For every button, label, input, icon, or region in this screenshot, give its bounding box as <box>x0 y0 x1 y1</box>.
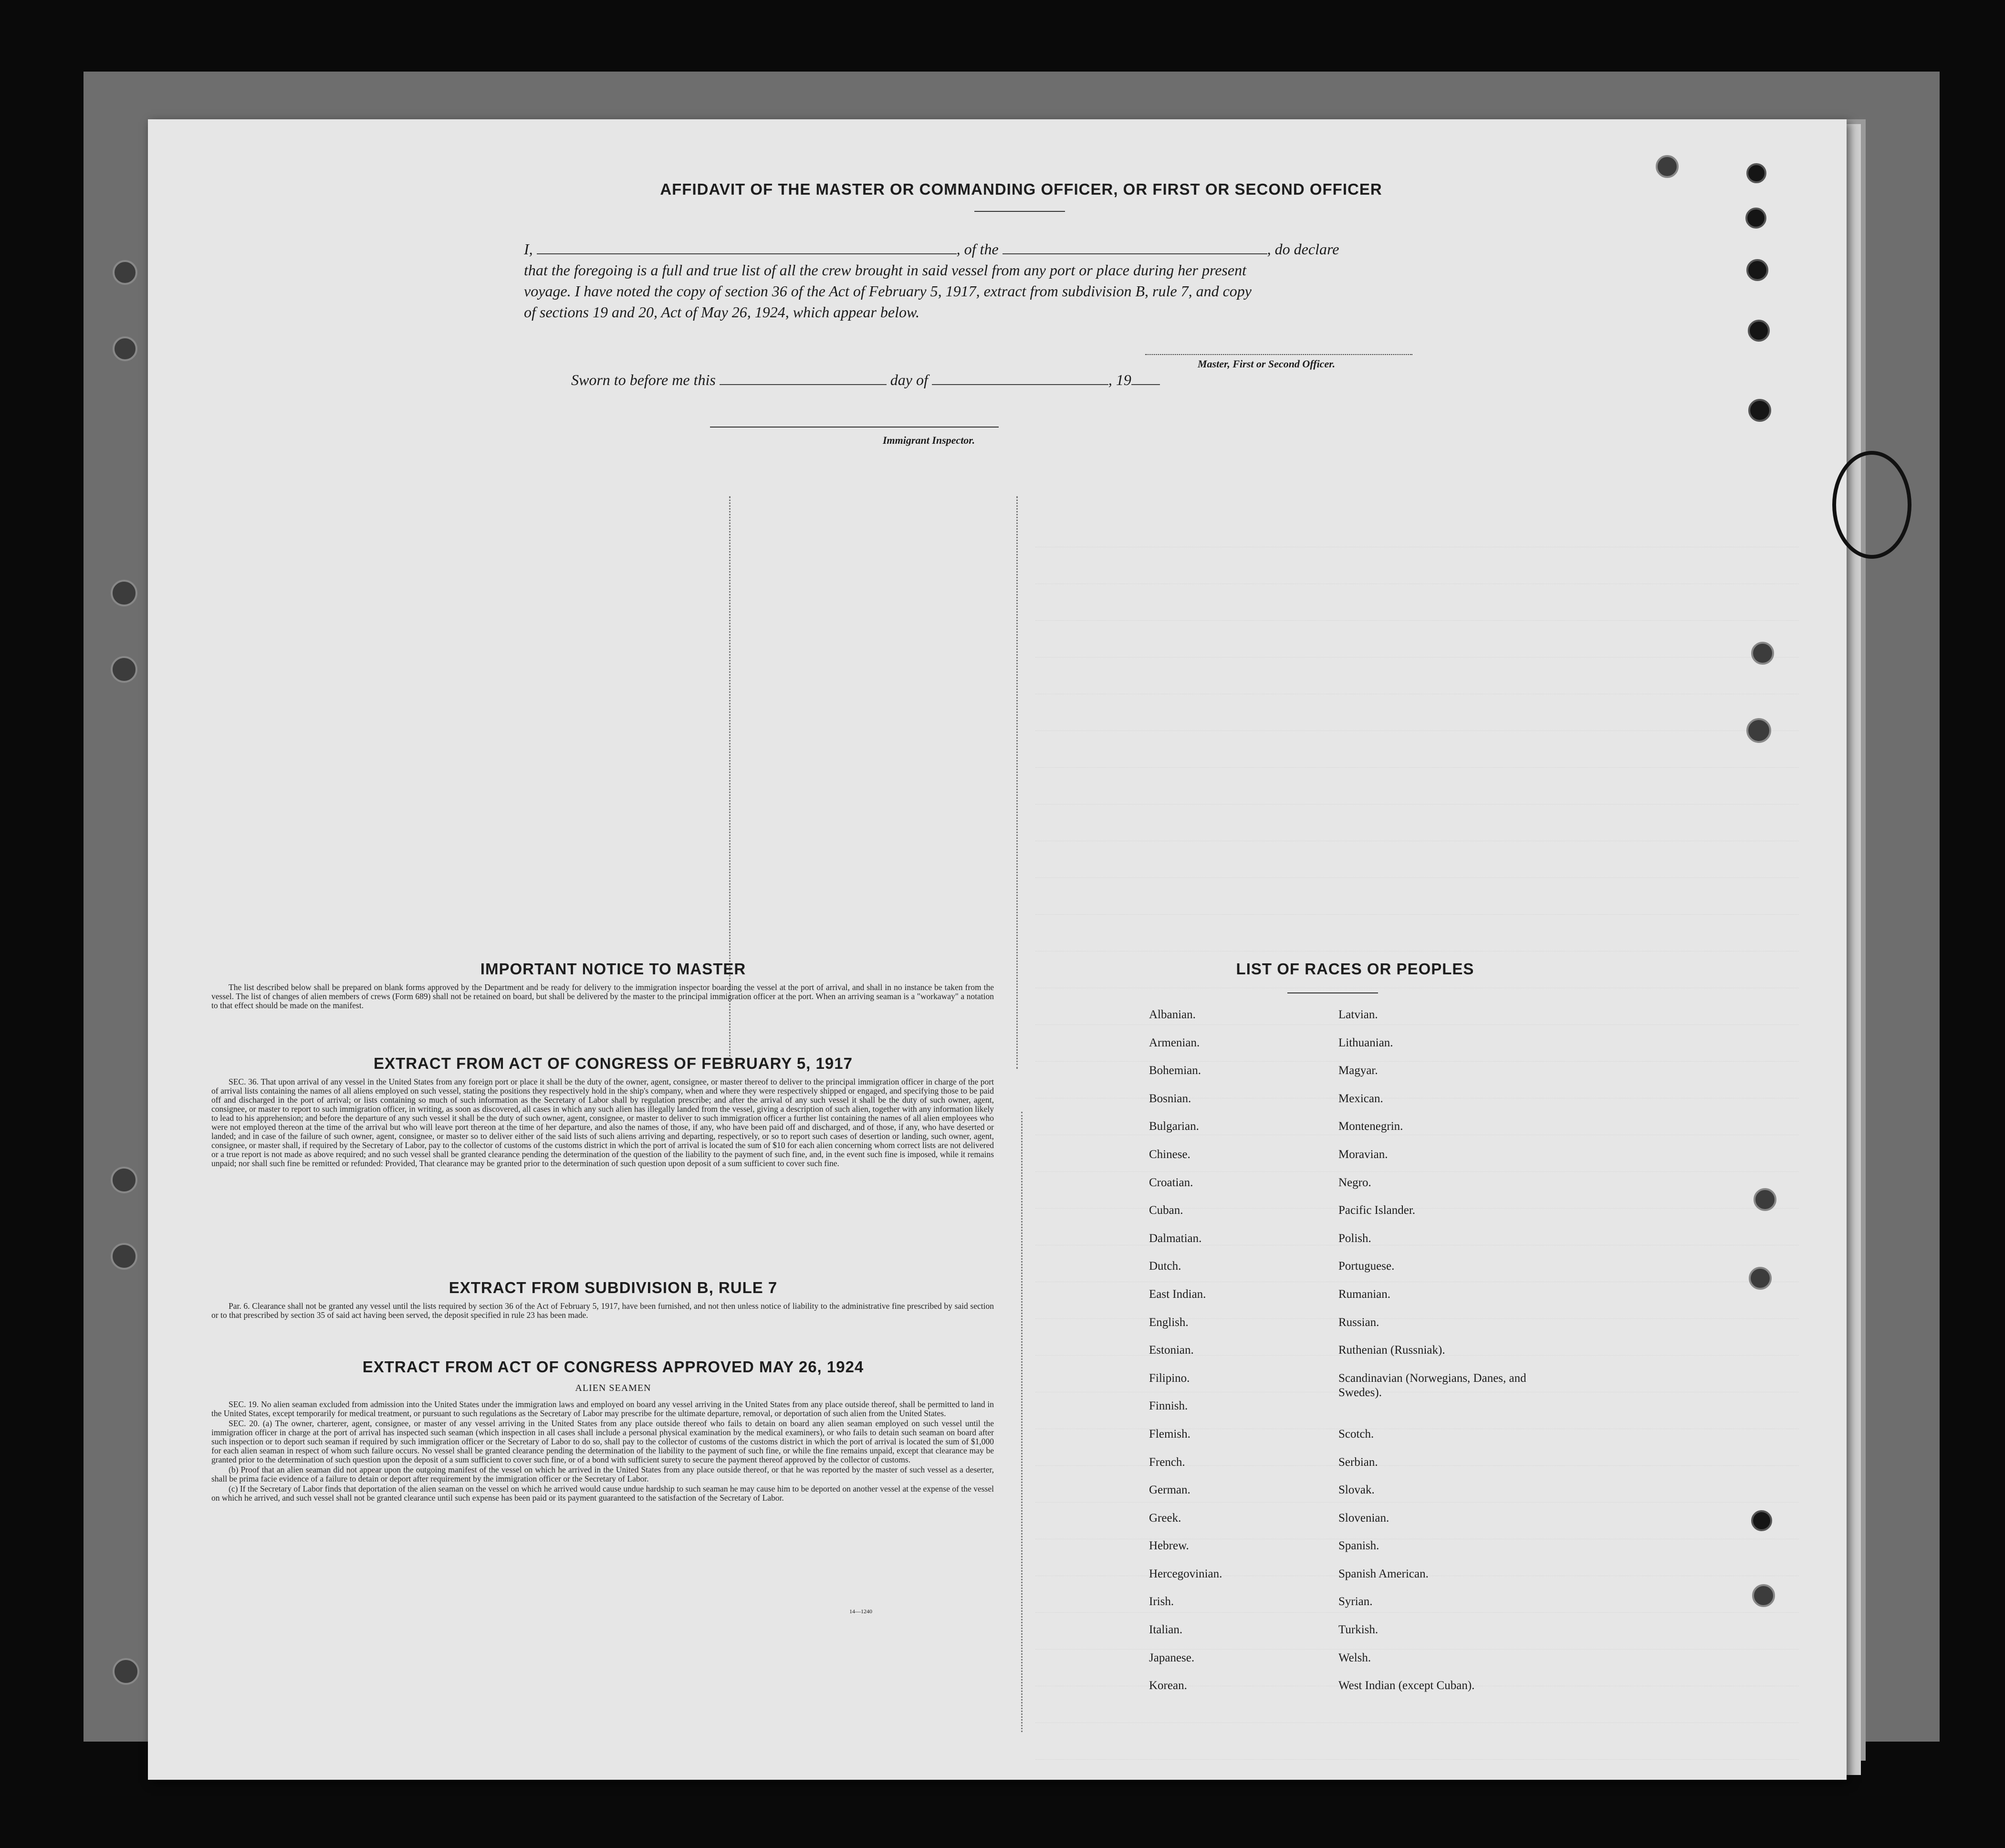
inspector-signature-line[interactable] <box>710 427 999 428</box>
affidavit-of-the: , of the <box>956 240 999 258</box>
show-through-row <box>1035 1723 1799 1760</box>
race-item: French. <box>1149 1455 1185 1469</box>
race-item: Chinese. <box>1149 1148 1190 1161</box>
race-item: Scotch. <box>1338 1427 1374 1441</box>
race-item: Bohemian. <box>1149 1064 1201 1077</box>
race-item: Korean. <box>1149 1679 1187 1692</box>
race-item: Scandinavian (Norwegians, Danes, and Swedes). <box>1338 1371 1526 1399</box>
punch-hole <box>1746 163 1766 183</box>
race-item: Latvian. <box>1338 1008 1378 1021</box>
race-item: Flemish. <box>1149 1427 1190 1441</box>
par-6-paragraph: Par. 6. Clearance shall not be granted any vessel until the lists required by section 36 of the Act of February 5, 1917, have been furnished, and not then unless notice of liability to the administrative fine prescribed by said section or to that prescribed by section 35 of said act having been served, the deposit specified in rule 23 has been made. <box>211 1301 994 1320</box>
race-item: Russian. <box>1338 1316 1379 1329</box>
sworn-line <box>571 369 1382 390</box>
inspector-label: Immigrant Inspector. <box>883 434 975 446</box>
punch-hole <box>1656 155 1679 178</box>
affidavit-title: AFFIDAVIT OF THE MASTER OR COMMANDING OFFICER, OR FIRST OR SECOND OFFICER <box>660 180 1382 198</box>
show-through-row <box>1035 915 1799 951</box>
punch-hole <box>1748 320 1770 342</box>
sworn-day-field[interactable] <box>720 384 887 385</box>
notice-paragraph: The list described below shall be prepared on blank forms approved by the Department and be ready for delivery to the immigration inspector boarding the vessel at the port of arrival, and shall in no instance be taken from the vessel. The list of changes of alien members of crews (Form 689) shall not be retained on board, but shall be delivered by the master to the principal immigration officer at the port. When an arriving seaman is a "workaway" a notation to that effect should be made on the manifest. <box>211 982 994 1010</box>
vessel-name-field[interactable] <box>1002 253 1267 254</box>
rule-7-text <box>211 1302 994 1321</box>
alien-seamen-subheading: ALIEN SEAMEN <box>575 1383 651 1393</box>
manifest-page <box>148 119 1847 1780</box>
race-item: Dalmatian. <box>1149 1232 1202 1245</box>
race-item: Cuban. <box>1149 1204 1183 1217</box>
race-item: Filipino. <box>1149 1371 1190 1385</box>
show-through-row <box>1035 768 1799 804</box>
show-through-row <box>1035 658 1799 694</box>
affidavit-i: I, <box>524 240 533 258</box>
race-item: Albanian. <box>1149 1008 1196 1021</box>
race-item: Armenian. <box>1149 1036 1200 1049</box>
races-heading: LIST OF RACES OR PEOPLES <box>1236 960 1474 978</box>
binder-hole <box>111 580 137 606</box>
sec-20c-paragraph: (c) If the Secretary of Labor finds that deportation of the alien seaman on the vessel on which he arrived would cause undue hardship to such seaman he may cause him to be deported on another vessel at the expense of the vessel on which he arrived, and such vessel shall not be granted clearance until such expense has been paid or its payment guaranteed to the satisfaction of the Secretary of Labor. <box>211 1484 994 1503</box>
race-item: Japanese. <box>1149 1651 1195 1664</box>
signature-line[interactable] <box>1145 354 1412 355</box>
sworn-year-prefix: , 19 <box>1108 371 1131 388</box>
race-item: Estonian. <box>1149 1344 1194 1357</box>
show-through-row <box>1035 694 1799 731</box>
binder-hole <box>113 1658 139 1685</box>
race-item: Portuguese. <box>1338 1260 1395 1273</box>
race-item: English. <box>1149 1316 1189 1329</box>
show-through-row <box>1035 804 1799 841</box>
extract-1917-heading: EXTRACT FROM ACT OF CONGRESS OF FEBRUARY 5, 1917 <box>374 1055 853 1072</box>
race-item: Rumanian. <box>1338 1287 1391 1301</box>
race-item: Slovenian. <box>1338 1511 1389 1524</box>
binder-hole <box>111 1243 137 1270</box>
punch-hole <box>1748 399 1771 422</box>
race-item: Croatian. <box>1149 1176 1193 1189</box>
punch-hole <box>1745 208 1766 229</box>
race-item: Welsh. <box>1338 1651 1371 1664</box>
binder-hole <box>111 656 137 683</box>
race-item: Syrian. <box>1338 1595 1373 1608</box>
race-item: Moravian. <box>1338 1148 1388 1161</box>
sworn-prefix: Sworn to before me this <box>571 371 716 388</box>
sec-20b-paragraph: (b) Proof that an alien seaman did not appear upon the outgoing manifest of the vessel on which he arrived in the United States from any place outside thereof, or that he was reported by the master of such vessel as a deserter, shall be prima facie evidence of a failure to detain or deport after requirement by the immigration officer or the Secretary of Labor. <box>211 1465 994 1483</box>
binder-hole <box>111 1167 137 1193</box>
sec-19-paragraph: SEC. 19. No alien seaman excluded from admission into the United States under the immigration laws and employed on board any vessel arriving in the United States from any place outside thereof, shall be permitted to land in the United States, except temporarily for medical treatment, or pursuant to such regulations as the Secretary of Labor may prescribe for the ultimate departure, removal, or deportation of such alien from the United States. <box>211 1399 994 1418</box>
show-through-row <box>1035 511 1799 547</box>
extract-1917-text <box>211 1077 994 1169</box>
race-item: Serbian. <box>1338 1455 1378 1469</box>
extract-1924-text <box>211 1400 994 1503</box>
race-item: Negro. <box>1338 1176 1371 1189</box>
race-item: Turkish. <box>1338 1623 1378 1637</box>
show-through-row <box>1035 878 1799 915</box>
notice-text <box>211 983 994 1011</box>
race-item: Greek. <box>1149 1511 1181 1524</box>
punch-hole <box>1746 718 1771 743</box>
show-through-row <box>1035 621 1799 658</box>
race-item: Mexican. <box>1338 1092 1383 1105</box>
race-item: Italian. <box>1149 1623 1183 1637</box>
sec-20a-paragraph: SEC. 20. (a) The owner, charterer, agent, consignee, or master of any vessel arriving in the United States from any place outside thereof who fails to detain on board any alien seaman employed on such vessel until the immigration officer in charge at the port of arrival has inspected such seaman (which inspection in all cases shall include a personal physical examination by the medical examiners), or who fails to detain such seaman on board after such inspection or to deport such seaman if required by such immigration officer or the Secretary of Labor to do so, shall pay to the collector of customs of the customs district in which the port of arrival is located the sum of $1,000 for each alien seaman in respect of whom such failure occurs. No vessel shall be granted clearance pending the determination of the liability to the payment of such fine, or while the fine remains unpaid, except that clearance may be granted prior to the determination of such question upon the deposit of a sum sufficient to cover such fine, or of a bond with sufficient surety to secure the payment thereof approved by the collector of customs. <box>211 1419 994 1464</box>
show-through-column-line <box>1016 496 1018 1069</box>
punch-hole <box>1751 642 1774 665</box>
race-item: Dutch. <box>1149 1260 1181 1273</box>
race-item: Hercegovinian. <box>1149 1567 1222 1580</box>
punch-hole <box>1752 1584 1775 1607</box>
show-through-row <box>1035 547 1799 584</box>
race-item: Pacific Islander. <box>1338 1204 1416 1217</box>
race-item: Slovak. <box>1338 1483 1375 1497</box>
sec-36-paragraph: SEC. 36. That upon arrival of any vessel in the United States from any foreign port or place it shall be the duty of the owner, agent, consignee, or master thereof to deliver to the principal immigration officer in charge of the port of arrival lists containing the names of all aliens employed on such vessel, stating the positions they respectively hold in the ship's company, when and where they were respectively shipped or engaged, and specifying those to be paid off and discharged in the port of arrival; or lists containing so much of such information as the Secretary of Labor shall by regulation prescribe; and after the arrival of any such vessel it shall be the duty of such owner, agent, consignee, or master to report to such immigration officer, in writing, as soon as discovered, all cases in which any such alien has illegally landed from the vessel, giving a description of such alien, together with any information likely to lead to his apprehension; and before the departure of any such vessel it shall be the duty of such owner, agent, consignee, or master to deliver to such immigration officer a further list containing the names of all alien employees who were not employed thereon at the time of the arrival but who will leave port thereon at the time of her departure, and also the names of those, if any, who have been paid off and discharged, and of those, if any, who have deserted or landed; and in case of the failure of such owner, agent, consignee, or master so to deliver either of the said lists of such aliens arriving and departing, respectively, or so to report such cases of desertion or landing, such owner, agent, consignee, or master shall, if required by the Secretary of Labor, pay to the collector of customs of the customs district in which the port of arrival is located the sum of $10 for each alien concerning whom correct lists are not delivered or a true report is not made as above required; and no such vessel shall be granted clearance pending the determination of the question of the liability to the payment of such fine, and, in the event such fine is imposed, while it remains unpaid; nor shall such fine be remitted or refunded: Provided, That clearance may be granted prior to the determination of such question upon deposit of a sum sufficient to cover such fine. <box>211 1077 994 1168</box>
show-through-row <box>1035 731 1799 768</box>
race-item: Hebrew. <box>1149 1539 1189 1553</box>
punch-hole <box>1749 1267 1772 1290</box>
race-item <box>1338 1399 1529 1427</box>
race-item: Spanish. <box>1338 1539 1379 1553</box>
race-item: German. <box>1149 1483 1190 1497</box>
affidavit-line-4: of sections 19 and 20, Act of May 26, 1924, which appear below. <box>524 303 919 321</box>
binder-hole <box>113 336 137 361</box>
sworn-day-of: day of <box>890 371 928 388</box>
affidavit-line-3: voyage. I have noted the copy of section 36 of the Act of February 5, 1917, extract from subdivision B, rule 7, and copy <box>524 282 1252 300</box>
punch-hole <box>1754 1188 1776 1211</box>
races-right-column <box>1338 1008 1529 1707</box>
master-name-field[interactable] <box>537 253 957 254</box>
races-left-column <box>1149 1008 1321 1707</box>
punch-hole <box>1751 1510 1772 1531</box>
pen-loop-mark <box>1832 451 1911 559</box>
show-through-column-line <box>1021 1112 1023 1732</box>
sworn-month-field[interactable] <box>932 384 1108 385</box>
race-item: Montenegrin. <box>1338 1120 1403 1133</box>
notice-heading: IMPORTANT NOTICE TO MASTER <box>480 960 746 978</box>
race-item: Lithuanian. <box>1338 1036 1393 1049</box>
race-item: Bosnian. <box>1149 1092 1191 1105</box>
race-item: Irish. <box>1149 1595 1174 1608</box>
race-item: Spanish American. <box>1338 1567 1429 1580</box>
race-item: East Indian. <box>1149 1287 1206 1301</box>
races-underline <box>1287 992 1378 993</box>
punch-hole <box>1746 259 1768 281</box>
affidavit-line-1 <box>524 239 1497 260</box>
race-item: Finnish. <box>1149 1399 1188 1413</box>
form-number: 14—1240 <box>849 1608 872 1615</box>
show-through-row <box>1035 841 1799 878</box>
affidavit-line-2: that the foregoing is a full and true list of all the crew brought in said vessel from any port or place during her present <box>524 261 1246 279</box>
affidavit-declare: , do declare <box>1267 240 1339 258</box>
sworn-year-field[interactable] <box>1131 384 1160 385</box>
race-item: West Indian (except Cuban). <box>1338 1679 1475 1692</box>
signature-label: Master, First or Second Officer. <box>1198 358 1336 370</box>
rule-7-heading: EXTRACT FROM SUBDIVISION B, RULE 7 <box>449 1279 778 1296</box>
title-underline <box>974 211 1065 212</box>
extract-1924-heading: EXTRACT FROM ACT OF CONGRESS APPROVED MAY 26, 1924 <box>362 1358 864 1376</box>
race-item: Ruthenian (Russniak). <box>1338 1344 1445 1357</box>
show-through-row <box>1035 584 1799 621</box>
race-item: Polish. <box>1338 1232 1371 1245</box>
race-item: Magyar. <box>1338 1064 1378 1077</box>
race-item: Bulgarian. <box>1149 1120 1199 1133</box>
binder-hole <box>113 260 137 285</box>
